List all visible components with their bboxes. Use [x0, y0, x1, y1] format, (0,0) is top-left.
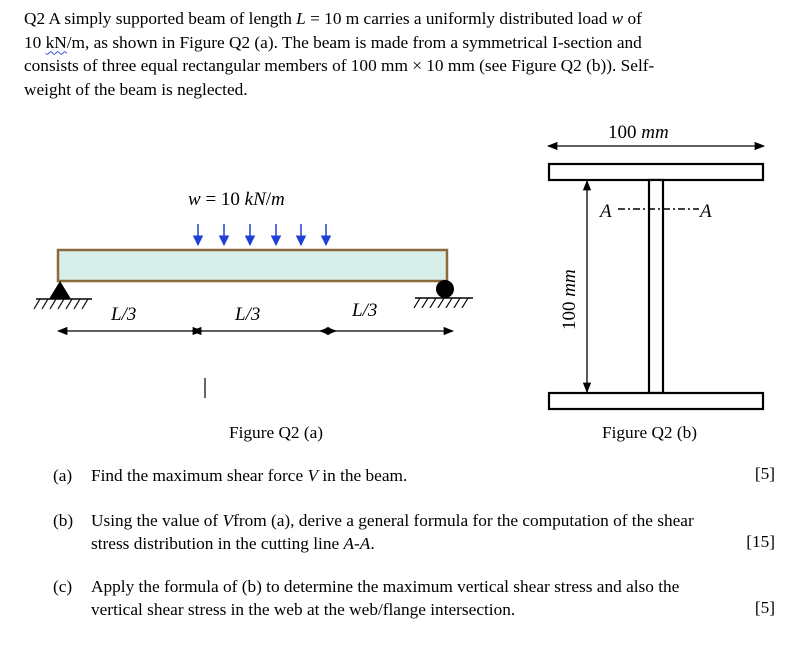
intro-line-4: weight of the beam is neglected.	[24, 79, 248, 99]
marks-c: [5]	[754, 598, 775, 617]
part-text	[91, 532, 375, 555]
intro-text: /m, as shown in Figure Q2 (a). The beam is made from a symmetrical I-section and	[66, 32, 642, 52]
unit-kN: kN	[45, 32, 67, 52]
part-text-segment: stress distribution in the cutting line	[91, 534, 344, 553]
intro-text: of	[623, 9, 642, 28]
part-text	[91, 509, 694, 532]
part-text-segment: Find the maximum shear force	[91, 466, 308, 485]
part-label: (b)	[53, 511, 74, 530]
var-w: w	[611, 9, 624, 28]
figure-b	[548, 122, 764, 409]
web	[649, 180, 663, 393]
part-a	[53, 464, 753, 488]
ground-hatch-right	[414, 298, 468, 308]
section-label-right: A	[700, 201, 712, 222]
part-text-segment: .	[370, 534, 375, 553]
var-L: L	[296, 9, 306, 28]
udl-arrows	[198, 224, 326, 245]
caption-figure-a: Figure Q2 (a)	[229, 423, 324, 442]
beam	[58, 250, 447, 281]
width-label: 100 mm	[608, 122, 669, 143]
ground-hatch-left	[34, 299, 88, 309]
part-text	[91, 464, 407, 487]
top-flange	[549, 164, 763, 180]
var-V: V	[222, 511, 234, 530]
span-label-2: L/3	[235, 304, 261, 325]
figure-a	[34, 189, 473, 398]
part-text-segment: from (a), derive a general formula for the computation of the shear	[233, 511, 694, 530]
var-V: V	[307, 466, 319, 485]
intro-line-3: consists of three equal rectangular members of 100 mm × 10 mm (see Figure Q2 (b)). Self-	[24, 56, 655, 75]
marks-a: [5]	[754, 464, 775, 483]
section-label-left: A	[600, 201, 612, 222]
span-label-1: L/3	[111, 304, 137, 325]
part-text: Apply the formula of (b) to determine the maximum vertical shear stress and also the	[91, 577, 680, 596]
part-text: vertical shear stress in the web at the web/flange intersection.	[91, 600, 516, 619]
part-text-segment: Using the value of	[91, 511, 223, 530]
intro-text: = 10 m carries a uniformly distributed load	[305, 9, 612, 28]
load-label: w = 10 kN/m	[188, 189, 285, 210]
part-text-segment: in the beam.	[318, 466, 408, 485]
var-A-A: A-A	[343, 534, 371, 553]
bottom-flange	[549, 393, 763, 409]
marks-b: [15]	[746, 532, 775, 551]
question-number: Q2	[24, 9, 46, 28]
part-label: (c)	[53, 577, 73, 596]
part-label: (a)	[53, 466, 73, 485]
pin-support	[49, 281, 71, 299]
intro-text: 10	[24, 32, 46, 52]
intro-text: A simply supported beam of length	[48, 9, 297, 28]
roller-support	[436, 280, 454, 298]
part-b	[53, 509, 783, 557]
span-label-3: L/3	[352, 300, 378, 321]
part-c	[53, 575, 783, 623]
caption-figure-b: Figure Q2 (b)	[602, 423, 698, 442]
height-label: 100 mm	[559, 269, 580, 330]
